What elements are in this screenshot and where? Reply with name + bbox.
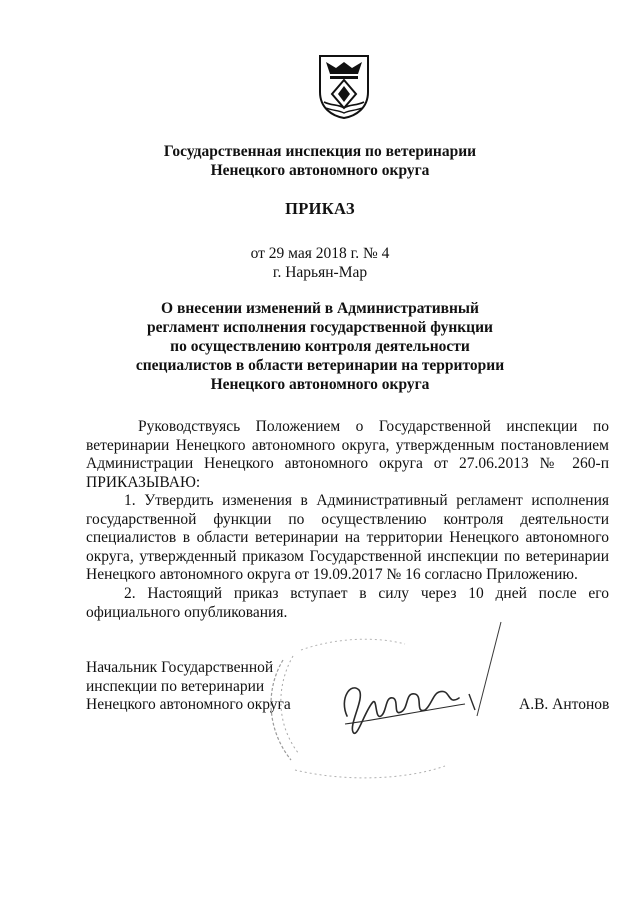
item-1-line: Ненецкого автономного округа от 19.09.2017 № 16 согласно Приложению.: [86, 566, 578, 584]
item-1-line: специалистов в области ветеринарии на территории Ненецкого автономного: [86, 529, 609, 547]
signatory-position-line: Начальник Государственной: [86, 659, 274, 676]
preamble-paragraph: [86, 418, 609, 492]
official-stamp-and-signature: [255, 620, 505, 780]
preamble-line: Руководствуясь Положением о Государственной инспекции по: [138, 418, 609, 435]
item-2-line: официального опубликования.: [86, 603, 288, 621]
document-place: г. Нарьян-Мар: [272, 264, 368, 281]
signatory-position-line: инспекции по ветеринарии: [86, 677, 265, 695]
document-date: от 29 мая 2018 г. № 4: [250, 245, 390, 262]
signatory-position-line: Ненецкого автономного округа: [86, 696, 291, 714]
order-item-2: [86, 585, 609, 622]
item-1-line: 1. Утвердить изменения в Административный регламент исполнения: [124, 492, 609, 509]
item-1-line: округа, утвержденный приказом Государственной инспекции по ветеринарии: [86, 547, 609, 565]
document-type: ПРИКАЗ: [285, 199, 355, 218]
subject-line-2: регламент исполнения государственной функции: [147, 319, 493, 336]
order-item-1: [86, 492, 609, 585]
signatory-position: [86, 659, 291, 715]
preamble-line: ПРИКАЗЫВАЮ:: [86, 473, 201, 491]
signatory-name: А.В. Антонов: [519, 696, 610, 713]
item-1-line: государственной функции по осуществлению контроля деятельности: [86, 510, 609, 528]
subject-line-4: специалистов в области ветеринарии на территории: [135, 357, 505, 374]
preamble-line: Администрации Ненецкого автономного округа от 27.06.2013 № 260-п: [86, 455, 609, 473]
item-2-line: 2. Настоящий приказ вступает в силу через 10 дней после его: [124, 585, 609, 602]
subject-line-5: Ненецкого автономного округа: [210, 376, 430, 393]
subject-line-3: по осуществлению контроля деятельности: [170, 338, 470, 355]
preamble-line: ветеринарии Ненецкого автономного округа, утвержденным постановлением: [86, 436, 609, 454]
organization-name-line2: Ненецкого автономного округа: [210, 162, 430, 179]
organization-name-line1: Государственная инспекция по ветеринарии: [163, 143, 477, 160]
coat-of-arms-emblem: [318, 54, 370, 120]
subject-line-1: О внесении изменений в Административный: [161, 300, 479, 317]
